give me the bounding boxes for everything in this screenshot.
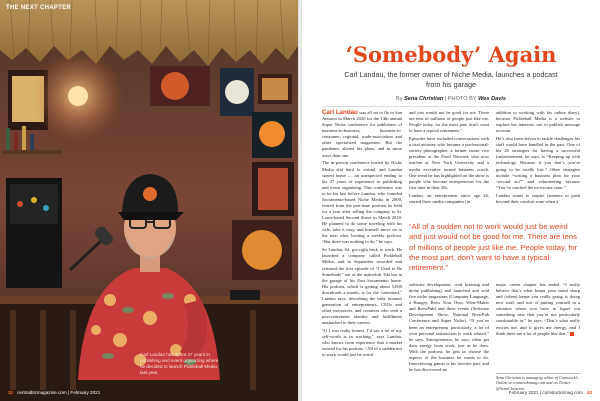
left-page-number: 32 bbox=[8, 390, 14, 395]
deck: Carl Landau, the former owner of Niche Media, launches a podcast from his garage bbox=[344, 70, 558, 89]
paragraph: was all set to fly to San Antonio in March 2020 for the 14th annual Super Niche conference for publishers of business-to-business, business-to-consumer, regional, trade-association and other specialized magazines. But the pandemic altered his plans, and in more ways than one. bbox=[322, 110, 402, 158]
left-folio bbox=[8, 390, 100, 395]
end-mark-icon bbox=[570, 332, 574, 336]
portrait-photo bbox=[0, 0, 298, 401]
paragraph: Episodes have included conversations with a trial attorney who became a professional-variety photographer, a former cruise vice president at the Food Network who now teaches at New York University and a media executive turned business coach. One trend he has highlighted on the show is people who become entrepreneurs for the first time in their 50s. bbox=[409, 136, 489, 190]
article-column-2-lower bbox=[409, 282, 489, 392]
paragraph: So Landau, 64, got right back to work. He launched a company called Pickleball Media, and in September recorded and released the first episode of “I Used to Be Somebody” out of the makeshift Tiki bar in the garage of his East Sacramento home. His podcast, which is getting about 5,000 downloads a month, is for the “unretired,” Landau says, describing the baby boomer generation of entrepreneurs, CEOs and other executives, and creatives who seek a post-retirement identity and fulfillment unattached to their careers. bbox=[322, 247, 402, 326]
byline-author: Sena Christian bbox=[404, 96, 444, 102]
lead-paragraph bbox=[322, 110, 402, 159]
right-folio bbox=[509, 390, 592, 395]
article-column-3-lower bbox=[496, 282, 580, 378]
headline: ‘Somebody’ Again bbox=[345, 42, 557, 67]
paragraph bbox=[496, 282, 580, 337]
paragraph: addition to working with his online diary), because Pickleball Media is a website to explore his interests, not to publish message account. bbox=[496, 110, 580, 134]
tiki-bar-scene-image bbox=[0, 0, 298, 401]
article-column-1 bbox=[322, 110, 402, 392]
paragraph: Landau, an entrepreneur since age 26, started three media companies (in bbox=[409, 192, 489, 204]
lead-name: Carl Landau bbox=[322, 109, 358, 116]
byline-photographer: Wes Davis bbox=[478, 96, 506, 102]
paragraph: software development, craft brewing and niche publishing) and launched and sold five niche magazines (Computer Language, a Hungry, Brew Your Own, Wine-Maker and BrewPub) and three events (Software Development Show, National BrewPub Conference and Super Niche). “If you’ve been an entrepreneur particularly, a lot of your personal satisfaction is work related,” he says. Entrepreneurs, he says, often get their energy from work, just as he does. With the podcast, he gets to choose the aspects of the business he wants to do. Interviewing guests is his favorite part, and he has discovered an bbox=[409, 282, 489, 373]
left-folio-publication: centralbizmagazine.com | February 2021 bbox=[17, 390, 101, 395]
paragraph: and just would not be good for me. There are tens of millions of people just like me. People today, for the most part, don’t want to have a typical retirement.” bbox=[409, 110, 489, 134]
byline-separator: | bbox=[444, 96, 447, 102]
byline-rule bbox=[322, 106, 580, 107]
article-page bbox=[302, 0, 600, 401]
pull-quote: “All of a sudden not to work would just be weird and just would not be good for me. There are tens of millions of people just like me. People today, for the most part, don’t want to have a typical retirement.” bbox=[409, 222, 578, 273]
section-tab: THE NEXT CHAPTER bbox=[6, 5, 72, 11]
paragraph: He’s also been driven to tackle challenges his staff would have handled in the past. One of his 20 strategies for having a successful (un)retirement, he says, is “Keeping up with technology. Because if you don’t, you’re going to be totally lost.” Other strategies include “writing a business plan for your ‘second act’” and volunteering because “You’ve reached the no-excuse zone.” bbox=[496, 136, 580, 190]
paragraph: “If I was really honest, I’d say a lot of my self-worth is in working,” says Landau, who knows from experience that a market existed for his podcast. “All of a sudden not to work would just be weird bbox=[322, 328, 402, 358]
byline-by: By bbox=[395, 96, 403, 102]
byline bbox=[302, 96, 600, 102]
author-bio: Sena Christian is managing editor of Comstock’s. Online at comstocksmag.com and on Twitter @SenaChristian. bbox=[496, 375, 580, 391]
closing-text: major career chapter has ended. “I really believe that’s what keeps your mind sharp and (when) keeps you really going is doing new stuff, and sort of putting yourself in a situation where you have to figure out something new that you’re not particularly comfortable in,” he says. “That’s what really excites me, and it gives me energy, and I think there are a lot of people like that.” bbox=[496, 282, 580, 336]
photo-caption: Carl Landau has spent 37 years in publishing and event organizing where he decided to launch Pickleball Media last year. bbox=[140, 352, 219, 375]
bio-rule bbox=[496, 373, 580, 374]
right-folio-publication: February 2021 | comstocksmag.com bbox=[508, 390, 583, 395]
byline-photo-by: PHOTO BY bbox=[447, 96, 477, 102]
right-page-number: 43 bbox=[586, 390, 592, 395]
paragraph: Landau wants to inspire listeners to push beyond their comfort zone when a bbox=[496, 192, 580, 204]
article-column-3 bbox=[496, 110, 580, 218]
paragraph: The in-person conference hosted by Niche Media slid hard to virtual, and Landau stayed home — an unexpected ending to his 37 years of experience in publishing and event organizing. This conference was to be his last before Landau, who founded Sacramento-based Niche Media in 2000, retired from the part-time position he held for a year after selling the company to St. Louis-based Second Street in March 2019. He planned to do some traveling with his wife, take it easy, and himself move on to the next idea, hosting a weekly podcast. “But there was nothing to do,” he says. bbox=[322, 160, 402, 245]
article-column-2 bbox=[409, 110, 489, 218]
